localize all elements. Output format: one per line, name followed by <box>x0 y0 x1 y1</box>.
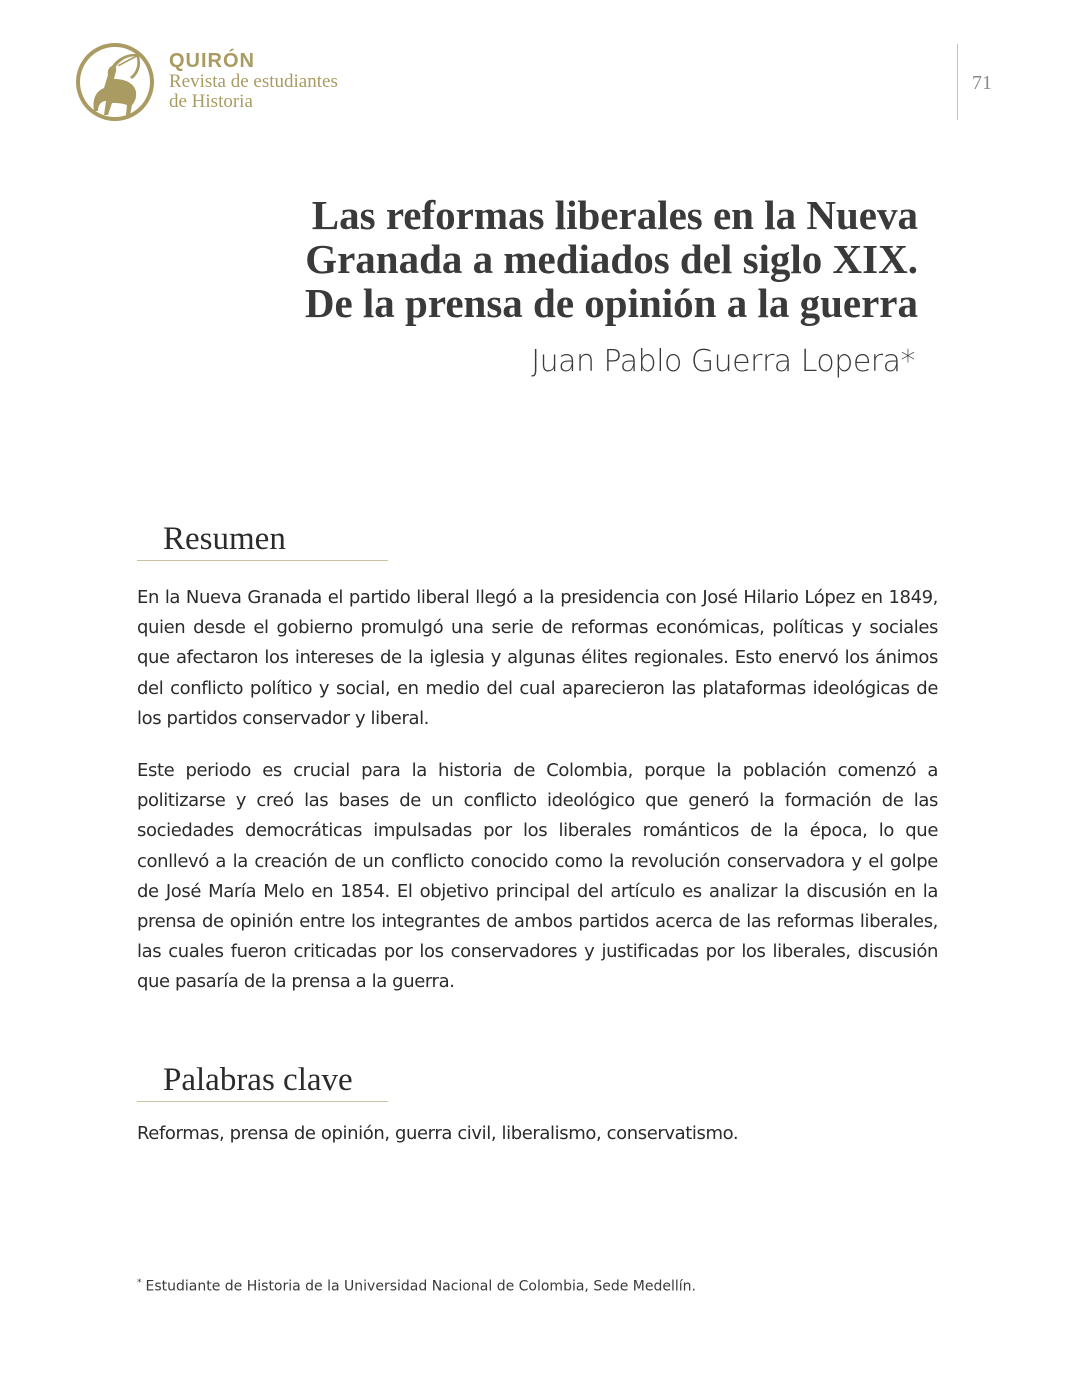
abstract-paragraph: En la Nueva Granada el partido liberal llegó a la presidencia con José Hilario López en 1849, quien desde el gobierno promulgó una serie de reformas económicas, políticas y sociales que afectaron los intereses de la iglesia y algunas élites regionales. Esto enervó los ánimos del conflicto político y social, en medio del cual aparecieron las plataformas ideológicas de los partidos conservador y liberal. <box>137 587 938 729</box>
keywords-text: Reformas, prensa de opinión, guerra civil, liberalismo, conservatismo. <box>137 1123 739 1144</box>
article-author: Juan Pablo Guerra Lopera* <box>531 344 915 379</box>
abstract-heading: Resumen <box>163 521 286 557</box>
heading-underline <box>137 1101 388 1102</box>
title-line: Granada a mediados del siglo XIX. <box>305 236 918 282</box>
footnote-marker: * <box>137 1278 142 1288</box>
title-line: Las reformas liberales en la Nueva <box>311 192 918 238</box>
journal-masthead <box>169 50 338 112</box>
header-divider <box>957 44 958 120</box>
journal-subtitle-line-1: Revista de estudiantes <box>169 71 338 92</box>
keywords-heading: Palabras clave <box>163 1062 353 1098</box>
article-title <box>198 193 918 325</box>
keywords-heading-block <box>137 1062 388 1102</box>
abstract-paragraph: Este periodo es crucial para la historia de Colombia, porque la población comenzó a politizarse y creó las bases de un conflicto ideológico que generó la formación de las sociedades democráticas impulsadas por los liberales románticos de la época, lo que conllevó a la creación de un conflicto conocido como la revolución conservadora y el golpe de José María Melo en 1854. El objetivo principal del artículo es analizar la discusión en la prensa de opinión entre los integrantes de ambos partidos acerca de las reformas liberales, las cuales fueron criticadas por los conservadores y justificadas por los liberales, discusión que pasaría de la prensa a la guerra. <box>137 760 938 993</box>
title-line: De la prensa de opinión a la guerra <box>304 280 918 326</box>
author-footnote <box>137 1278 696 1295</box>
heading-underline <box>137 560 388 561</box>
page-number: 71 <box>972 72 992 94</box>
footnote-text: Estudiante de Historia de la Universidad Nacional de Colombia, Sede Medellín. <box>145 1278 696 1295</box>
centaur-archer-icon <box>74 41 156 123</box>
journal-name: QUIRÓN <box>169 50 255 72</box>
abstract-heading-block <box>137 521 388 561</box>
journal-subtitle-line-2: de Historia <box>169 91 253 112</box>
